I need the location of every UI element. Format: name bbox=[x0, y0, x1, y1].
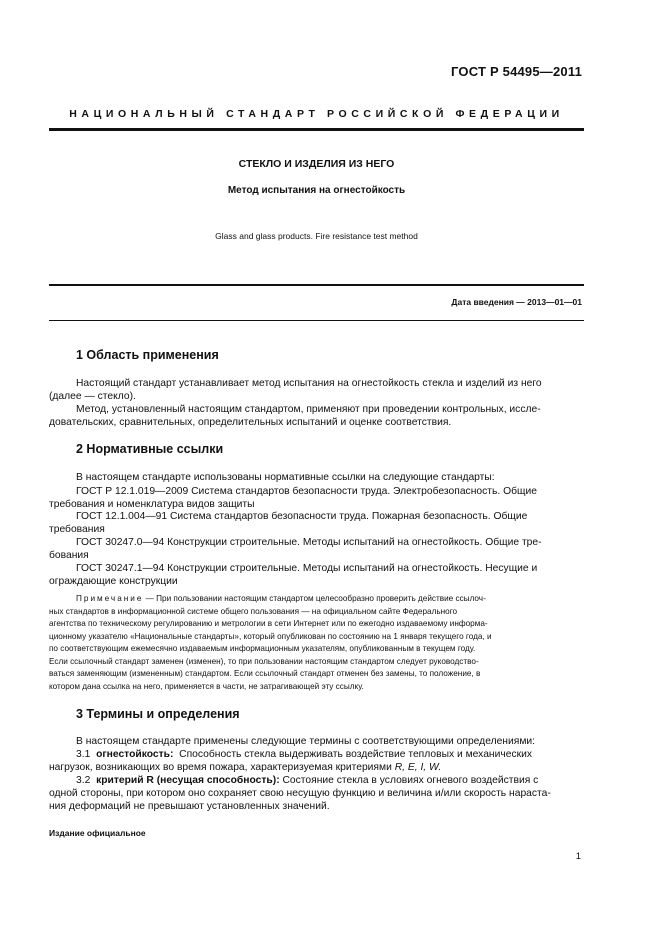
text-line bbox=[49, 748, 584, 761]
term-definition: нагрузок, возникающих во время пожара, характеризуемая критериями bbox=[49, 762, 392, 773]
standard-id: ГОСТ Р 54495—2011 bbox=[451, 64, 582, 79]
term-name: огнестойкость: bbox=[96, 749, 174, 760]
text-line: ГОСТ 30247.0—94 Конструкции строительные. Методы испытаний на огнестойкость. Общие тре- bbox=[76, 537, 542, 548]
document-title: СТЕКЛО И ИЗДЕЛИЯ ИЗ НЕГО bbox=[238, 158, 395, 170]
text-line: бования bbox=[49, 550, 89, 561]
text-line: требования bbox=[49, 524, 105, 535]
section-1-heading: 1 Область применения bbox=[76, 348, 219, 362]
reference-4 bbox=[49, 562, 584, 588]
text-line: Настоящий стандарт устанавливает метод испытания на огнестойкость стекла и изделий из него bbox=[76, 378, 542, 389]
term-definition: Способность стекла выдерживать воздействие тепловых и механических bbox=[179, 749, 533, 760]
note-text: — При пользовании настоящим стандартом целесообразно проверить действие ссылоч- bbox=[145, 594, 486, 603]
text-line bbox=[49, 593, 584, 606]
text-line: В настоящем стандарте использованы нормативные ссылки на следующие стандарты: bbox=[76, 472, 495, 483]
term-number: 3.2 bbox=[76, 775, 91, 786]
title-rule bbox=[49, 284, 584, 286]
term-3-1 bbox=[49, 748, 584, 774]
text-line: ГОСТ Р 12.1.019—2009 Система стандартов безопасности труда. Электробезопасность. Общие bbox=[76, 486, 537, 497]
term-definition: Состояние стекла в условиях огневого воздействия с bbox=[282, 775, 539, 786]
term-number: 3.1 bbox=[76, 749, 91, 760]
reference-1 bbox=[49, 485, 584, 511]
text-line: В настоящем стандарте применены следующие термины с соответствующими определениями: bbox=[76, 736, 536, 747]
text-line: по соответствующим ежемесячно издаваемым информационным указателям, опубликованным в текущем году. bbox=[49, 644, 476, 653]
official-edition-label: Издание официальное bbox=[49, 828, 146, 838]
term-name: критерий R (несущая способность): bbox=[96, 775, 280, 786]
text-line: ния деформаций не превышают установленных значений. bbox=[49, 801, 330, 812]
section-1-paragraph-2 bbox=[49, 403, 584, 429]
text-line: (далее — стекло). bbox=[49, 391, 136, 402]
date-rule bbox=[49, 320, 584, 321]
criteria-list: R, E, I, W. bbox=[394, 762, 442, 773]
text-line: котором дана ссылка на него, применяется в части, не затрагивающей эту ссылку. bbox=[49, 681, 364, 691]
introduction-date: Дата введения — 2013—01—01 bbox=[451, 297, 582, 307]
text-line bbox=[49, 774, 584, 787]
document-subtitle: Метод испытания на огнестойкость bbox=[227, 185, 406, 196]
text-line: ограждающие конструкции bbox=[49, 576, 178, 587]
references-note bbox=[49, 593, 584, 693]
section-3-heading: 3 Термины и определения bbox=[76, 707, 240, 721]
section-2-intro bbox=[49, 471, 584, 484]
english-title: Glass and glass products. Fire resistance test method bbox=[215, 231, 418, 241]
text-line: ваться заменяющим (измененным) стандартом. Если ссылочный стандарт отменен без замены, то положение, в bbox=[49, 669, 481, 678]
text-line: агентства по техническому регулированию и метрологии в сети Интернет или по ежегодно издаваемому информа- bbox=[49, 619, 488, 628]
text-line: ных стандартов в информационной системе общего пользования — на официальном сайте Федерального bbox=[49, 606, 458, 616]
text-line: Метод, установленный настоящим стандартом, применяют при проведении контрольных, иссле- bbox=[76, 404, 541, 415]
page-number: 1 bbox=[575, 851, 581, 862]
header-rule bbox=[49, 128, 584, 131]
national-standard-banner: НАЦИОНАЛЬНЫЙ СТАНДАРТ РОССИЙСКОЙ ФЕДЕРАЦИИ bbox=[69, 108, 564, 120]
text-line: одной стороны, при котором оно сохраняет свою несущую функцию и величина и/или скорость нараста- bbox=[49, 788, 551, 799]
reference-3 bbox=[49, 536, 584, 562]
section-1-paragraph-1 bbox=[49, 377, 584, 403]
note-label: Примечание bbox=[76, 594, 144, 603]
text-line: Если ссылочный стандарт заменен (изменен), то при пользовании настоящим стандартом следует руководство- bbox=[49, 656, 479, 666]
text-line: требования и номенклатура видов защиты bbox=[49, 499, 255, 510]
reference-2 bbox=[49, 510, 584, 536]
text-line: ГОСТ 12.1.004—91 Система стандартов безопасности труда. Пожарная безопасность. Общие bbox=[76, 511, 528, 522]
section-3-intro bbox=[49, 735, 584, 748]
text-line: довательских, сравнительных, определительных испытаний и оценке соответствия. bbox=[49, 417, 452, 428]
text-line: ГОСТ 30247.1—94 Конструкции строительные. Методы испытаний на огнестойкость. Несущие и bbox=[76, 563, 538, 574]
text-line bbox=[49, 761, 584, 774]
term-3-2 bbox=[49, 774, 584, 813]
text-line: ционному указателю «Национальные стандарты», который опубликован по состоянию на 1 января текущего года, и bbox=[49, 631, 492, 641]
section-2-heading: 2 Нормативные ссылки bbox=[76, 442, 224, 456]
